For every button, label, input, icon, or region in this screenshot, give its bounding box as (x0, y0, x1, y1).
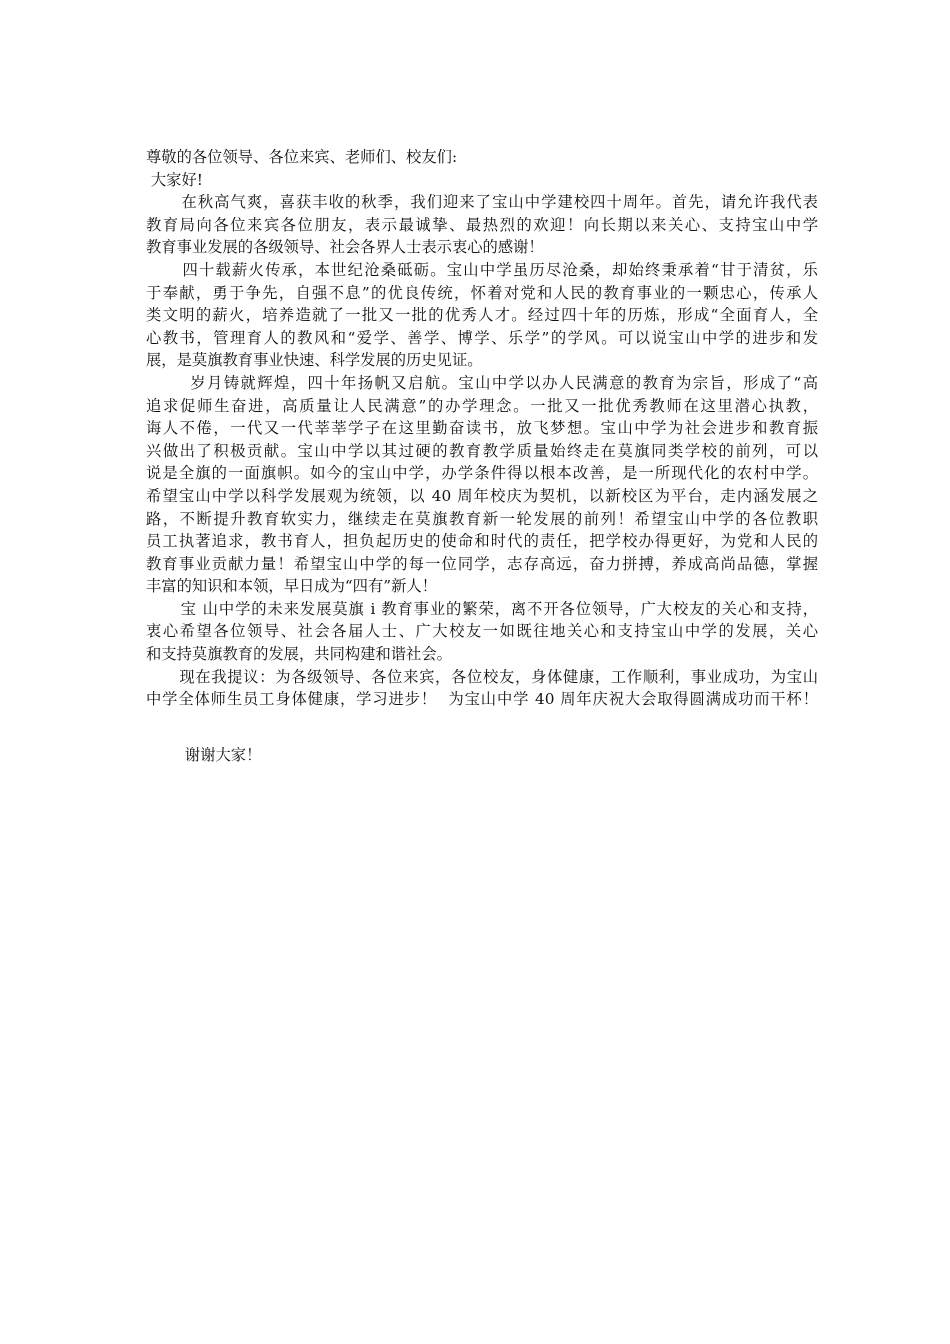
paragraph-achievements (146, 372, 818, 598)
paragraph-line: 在秋高气爽，喜获丰收的秋季，我们迎来了宝山中学建校四十周年。首先，请允许我代表 (146, 193, 818, 212)
paragraph-toast (146, 666, 818, 711)
paragraph-line: 丰富的知识和本领，早日成为“四有”新人！ (146, 577, 437, 596)
paragraph-line: 中学全体师生员工身体健康，学习进步！ 为宝山中学 40 周年庆祝大会取得圆满成功而干杯！ (146, 690, 818, 709)
paragraph-line: 衷心希望各位领导、社会各届人士、广大校友一如既往地关心和支持宝山中学的发展，关心 (146, 622, 818, 641)
paragraph-line: 教育局向各位来宾各位朋友，表示最诚挚、最热烈的欢迎！向长期以来关心、支持宝山中学 (146, 215, 818, 234)
paragraph-line: 教育事业贡献力量！希望宝山中学的每一位同学，志存高远，奋力拼搏，养成高尚品德，掌握 (146, 554, 818, 573)
paragraph-line: 展，是莫旗教育事业快速、科学发展的历史见证。 (146, 351, 483, 370)
paragraph-line: 岁月铸就辉煌，四十年扬帆又启航。宝山中学以办人民满意的教育为宗旨，形成了“高 (146, 373, 818, 392)
document-page (146, 146, 818, 766)
spacer (146, 711, 818, 744)
greeting: 大家好! (146, 170, 203, 189)
paragraph-line: 于奉献，勇于争先，自强不息”的优良传统，怀着对党和人民的教育事业的一颗忠心，传承人 (146, 283, 818, 302)
paragraph-line: 追求促师生奋进，高质量让人民满意”的办学理念。一批又一批优秀教师在这里潜心执教， (146, 396, 818, 415)
paragraph-line: 说是全旗的一面旗帜。如今的宝山中学，办学条件得以根本改善，是一所现代化的农村中学。 (146, 464, 818, 483)
paragraph-line: 路，不断提升教育软实力，继续走在莫旗教育新一轮发展的前列！希望宝山中学的各位教职 (146, 509, 818, 528)
paragraph-line: 希望宝山中学以科学发展观为统领，以 40 周年校庆为契机，以新校区为平台，走内涵发展之 (146, 486, 818, 505)
paragraph-line: 和支持莫旗教育的发展，共同构建和谐社会。 (146, 645, 452, 664)
paragraph-line: 诲人不倦，一代又一代莘莘学子在这里勤奋读书，放飞梦想。宝山中学为社会进步和教育振 (146, 419, 818, 438)
paragraph-line: 兴做出了积极贡献。宝山中学以其过硬的教育教学质量始终走在莫旗同类学校的前列，可以 (146, 441, 818, 460)
paragraph-line: 宝 山中学的未来发展莫旗 i 教育事业的繁荣，离不开各位领导，广大校友的关心和支持， (146, 599, 818, 618)
paragraph-line: 四十载薪火传承，本世纪沧桑砥砺。宝山中学虽历尽沧桑，却始终秉承着“甘于清贫，乐 (146, 260, 818, 279)
paragraph-line: 现在我提议：为各级领导、各位来宾，各位校友，身体健康，工作顺利，事业成功，为宝山 (146, 667, 818, 686)
closing: 谢谢大家！ (146, 745, 262, 764)
paragraph-welcome (146, 191, 818, 259)
salutation: 尊敬的各位领导、各位来宾、老师们、校友们: (146, 148, 458, 166)
paragraph-history (146, 259, 818, 372)
paragraph-line: 心教书，管理育人的教风和“爱学、善学、博学、乐学”的学风。可以说宝山中学的进步和发 (146, 328, 818, 347)
paragraph-line: 教育事业发展的各级领导、社会各界人士表示衷心的感谢！ (146, 238, 544, 257)
paragraph-line: 类文明的薪火，培养造就了一批又一批的优秀人才。经过四十年的历炼，形成“全面育人，全 (146, 306, 818, 325)
paragraph-future (146, 598, 818, 666)
paragraph-line: 员工执著追求，教书育人，担负起历史的使命和时代的责任，把学校办得更好，为党和人民的 (146, 532, 818, 551)
